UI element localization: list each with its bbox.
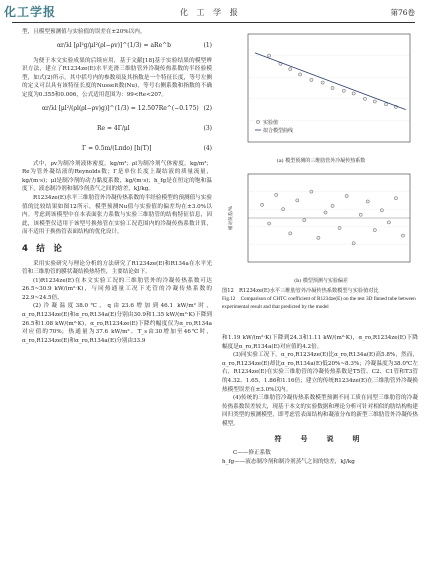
data-point bbox=[331, 204, 334, 207]
data-point bbox=[366, 200, 369, 203]
data-point bbox=[321, 81, 324, 84]
data-point bbox=[331, 86, 334, 89]
data-point bbox=[289, 68, 292, 71]
paragraph: 和1.19 kW/(m²·K)下降到24.3和1.11 kW/(m²·K)，α_ro,R1234ze(E)下降幅度是α_ro,R134a(E)对应值的4.2倍。 bbox=[222, 335, 418, 350]
paragraph: R1234ze(E)水平三维肋管外冷凝传热系数的半经验模型的预测值与实验值的比较结果如图12所示，模型预测Nu值与实验值的偏差均在±3.0%以内。考虑到该模型中在本表面张力系数与实验三维肋管的结构特征信息，因此，该模型仅适用于该型号换热管在实验工况范围内的冷凝传热系数计算，而不适用于换热管表面结构的优化设计。 bbox=[22, 194, 212, 236]
data-point bbox=[384, 103, 387, 106]
data-point bbox=[380, 209, 383, 212]
journal-logo: 化工学报 bbox=[4, 5, 57, 19]
data-point bbox=[310, 78, 313, 81]
left-column bbox=[22, 28, 212, 345]
paragraph: (3)同实验工况下，α_ro,R1234ze(E)比α_ro,R134a(E)高5.8%，然而，α_ro,R1234ze(E)却比α_ro,R134a(E)低20%~8.3%；冷凝温度为38.0℃左右，R1234ze(E)在实验三维肋管的冷凝传热系数是T5管、C2、C1管和T3管的4.32、1.65、1.86和1.16倍；建立的传统R1234ze(E)在三维肋管外冷凝换热模型误差在±3.0%以内。 bbox=[222, 352, 418, 393]
symbol-entry: C——修正系数 bbox=[233, 450, 271, 457]
equation-3 bbox=[22, 120, 212, 140]
paragraph: (2)冷凝温度38.0℃，q由23.6增加到46.1 kW/m²时，α_ro,R1234ze(E)和α_ro,R134a(E)分别由30.9和1.35 kW/(m²·K)下降到26.5和1.08 kW/(m²·K)，α_ro,R1234ze(E)下降约幅度仅为α_ro,R134a对应值的70%；热通量为37.6 kW/m²、T_s由30增加至46℃时，α_ro,R1234ze(E)和α_ro,R134a(E)分别由33.9 bbox=[22, 303, 212, 344]
right-column bbox=[222, 334, 418, 466]
equation-4-number: (4) bbox=[203, 144, 212, 152]
data-point bbox=[401, 234, 404, 237]
y-axis-label: 相对误差/% bbox=[229, 205, 234, 231]
journal-title: 化 工 学 报 bbox=[180, 8, 241, 17]
paragraph: 为便于本文实验成果的后续应用，基于文献[18]基于实验结果的模型辨识方法，建立了R1234ze(E)水平光滑三维肋管外冷凝传热系数的半经验模型，如式(2)所示，其中括号内的参数项及其指数是一个特征长度，等号左侧的定义可以具有该特征长度的Nusselt数(Nu)，等号右侧系数和指数的不确定度为0.355和0.006，公式适用范围为：99<Re<207。 bbox=[22, 57, 212, 98]
equation-1 bbox=[22, 37, 212, 57]
section-heading: 4 结 论 bbox=[22, 243, 62, 254]
fit-curve bbox=[255, 53, 406, 110]
equation-4 bbox=[22, 140, 212, 160]
data-point bbox=[352, 92, 355, 95]
equation-1-body: αr/λl [ρl²g/μl²(ρl−ρv)]^(1/3) = aRe^b bbox=[57, 41, 171, 49]
equation-3-number: (3) bbox=[203, 124, 212, 132]
data-point bbox=[342, 89, 345, 92]
intro-text: 型，且模型预测值与实验值的误差在±20%以内。 bbox=[22, 29, 146, 35]
data-point bbox=[352, 242, 355, 245]
paragraph: 式中，ρv为制冷剂液体密度，kg/m³；ρl为制冷剂气体密度，kg/m³；Re为管外凝结液的Reynolds数；Γ是单位长度上凝结液的质量流量，kg/(m·s)；μl是制冷剂的动力黏度系数，kg/(m·s)；h_fg是在恒定的饱和温度下，液态制冷剂和制冷剂蒸气之间的焓差，kJ/kg。 bbox=[22, 160, 212, 193]
data-point bbox=[317, 236, 320, 239]
data-point bbox=[275, 193, 278, 196]
page-header bbox=[0, 0, 427, 24]
equation-2-body: αr/λl [μl²/(ρl(ρl−ρv)g)]^(1/3) = 12.507Re^(−0.175) bbox=[42, 104, 199, 112]
data-point bbox=[282, 208, 285, 211]
equation-2-number: (2) bbox=[203, 104, 212, 112]
data-point bbox=[373, 229, 376, 232]
legend-label: 拟合模型曲线 bbox=[263, 127, 294, 134]
equation-4-body: Γ = 0.5m/(Lπdo) [h(T)] bbox=[82, 144, 152, 152]
data-point bbox=[260, 203, 263, 206]
data-point bbox=[373, 100, 376, 103]
figure-caption-en: Fig.12 Comparison of CHTC coefficient of R1234ze(E) on the test 3D finned tube between experimental result and that predicted by the model bbox=[222, 296, 416, 311]
legend-marker-point bbox=[256, 120, 259, 123]
header-rule bbox=[12, 22, 415, 23]
paragraph: (1)R1234ze(E)在本文实验工况的三维肋管外的冷凝传热系数可达26.5~30.9 kW/(m²·K)，与同热通量工况下光管的冷凝传热系数的22.9~24.5倍。 bbox=[22, 277, 212, 301]
data-point bbox=[299, 73, 302, 76]
figure-caption-cn: 图12 R1234ze(E)水平三维肋管外冷凝传热系数模型与实验值对比 bbox=[222, 288, 379, 294]
data-point bbox=[338, 226, 341, 229]
figure-12a-plot bbox=[226, 28, 416, 156]
equation-2 bbox=[22, 100, 212, 120]
paragraph: (4)传统的三维肋管冷凝传热系数模型预测不同工质在同型三维肋管的冷凝传热系数误差较大，现基于本文的实验数据和理论分析可针对相似的肋结构构建回归类型的预测模型，即考虑管表面结构和凝液分布的新型三维肋管外冷凝传热模型。 bbox=[222, 395, 418, 427]
equation-1-number: (1) bbox=[203, 41, 212, 49]
data-point bbox=[303, 219, 306, 222]
equation-3-body: Re = 4Γ/μl bbox=[97, 124, 130, 132]
data-point bbox=[268, 222, 271, 225]
figure-caption bbox=[222, 287, 418, 312]
legend-label: 实验值 bbox=[263, 119, 279, 126]
volume-label: 第76卷 bbox=[390, 8, 415, 17]
data-point bbox=[345, 194, 348, 197]
data-point bbox=[324, 211, 327, 214]
figure-12b-label: (b) 模型预测与实验偏差 bbox=[294, 278, 348, 284]
data-point bbox=[387, 221, 390, 224]
data-point bbox=[394, 197, 397, 200]
symbols-heading: 符 号 说 明 bbox=[274, 434, 366, 443]
data-point bbox=[289, 232, 292, 235]
data-point bbox=[268, 54, 271, 57]
figure-12b-plot bbox=[226, 168, 416, 276]
data-point bbox=[363, 97, 366, 100]
symbol-entry: h_fg——液态制冷剂和制冷剂蒸气之间的焓差，kJ/kg bbox=[222, 458, 355, 465]
data-point bbox=[310, 190, 313, 193]
figure-12a-label: (a) 模型预测的三维肋管外冷凝传热系数 bbox=[276, 158, 366, 164]
paragraph: 采用实验研究与理论分析的方法研究了R1234ze(E)和R134a在水平光管和三维肋管的膜状凝结换热特性，主要结论如下。 bbox=[22, 260, 212, 276]
data-point bbox=[296, 199, 299, 202]
data-point bbox=[359, 213, 362, 216]
